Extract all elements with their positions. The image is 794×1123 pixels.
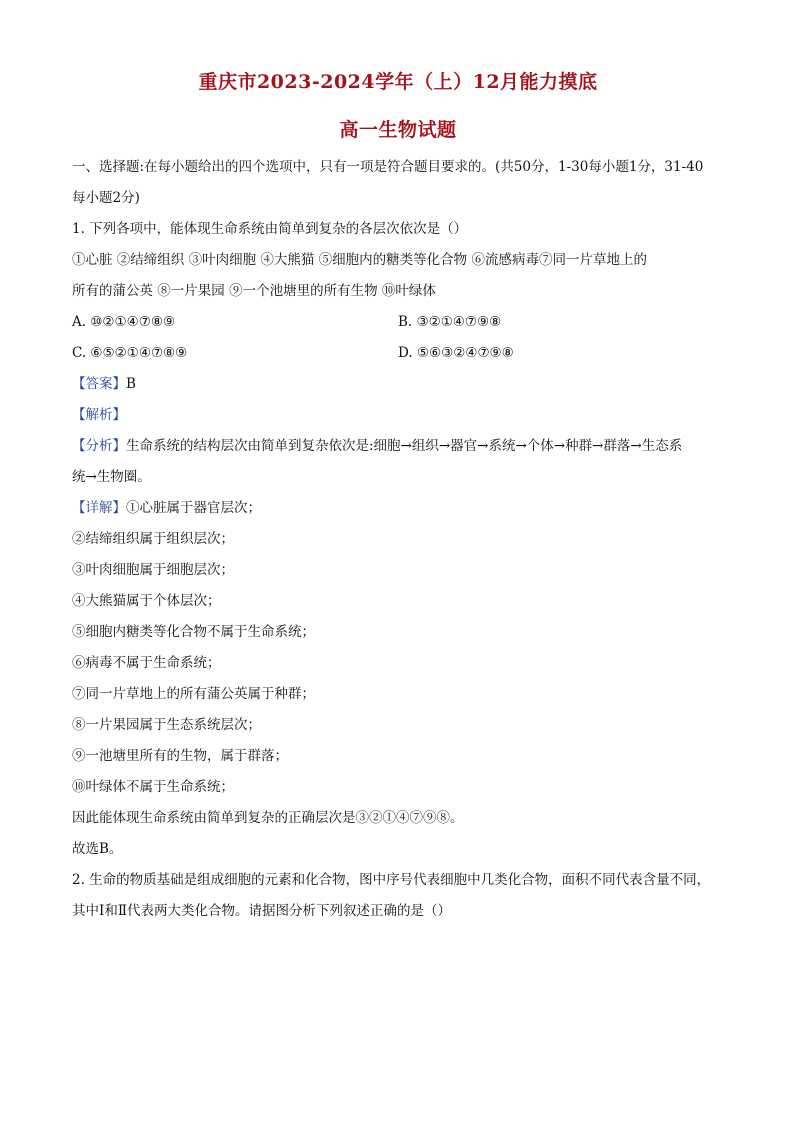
detail-line-7: ⑦同一片草地上的所有蒲公英属于种群； (72, 686, 315, 702)
section-intro-line-2: 每小题2分) (72, 190, 140, 206)
detail-line-10: ⑩叶绿体不属于生命系统； (72, 779, 234, 795)
document-subtitle: 高一生物试题 (339, 119, 457, 141)
question-1-options-row-1 (72, 307, 724, 338)
analysis-line (72, 400, 724, 431)
question-1-options-row-2 (72, 338, 724, 369)
question-1-items-line-1: ①心脏 ②结缔组织 ③叶肉细胞 ④大熊猫 ⑤细胞内的糖类等化合物 ⑥流感病毒⑦同一片草地上的 (72, 252, 647, 268)
fenxi-tag: 【分析】 (72, 438, 126, 454)
fenxi-line-1 (72, 431, 724, 462)
detail-line-2: ②结缔组织属于组织层次； (72, 531, 234, 547)
question-2-stem-line-1: 2. 生命的物质基础是组成细胞的元素和化合物，图中序号代表细胞中几类化合物，面积不同代表含量不同， (72, 872, 711, 888)
question-1-stem: 1. 下列各项中，能体现生命系统由简单到复杂的各层次依次是（） (72, 221, 468, 237)
conclusion-line: 因此能体现生命系统由简单到复杂的正确层次是③②①④⑦⑨⑧。 (72, 810, 464, 826)
detail-line-9: ⑨一池塘里所有的生物，属于群落； (72, 748, 288, 764)
option-d: D. ⑤⑥③②④⑦⑨⑧ (398, 345, 514, 361)
option-a: A. ⑩②①④⑦⑧⑨ (72, 314, 176, 330)
choose-line: 故选B。 (72, 841, 123, 857)
detail-line-8: ⑧一片果园属于生态系统层次； (72, 717, 261, 733)
section-intro-line-1: 一、选择题:在每小题给出的四个选项中，只有一项是符合题目要求的。(共50分，1-30每小题1分，31-40 (72, 159, 704, 175)
document-page (72, 60, 724, 927)
fenxi-text-1: 生命系统的结构层次由简单到复杂依次是:细胞→组织→器官→系统→个体→种群→群落→生态系 (126, 438, 683, 454)
answer-value: B (126, 376, 136, 392)
answer-tag: 【答案】 (72, 376, 126, 392)
fenxi-line-2: 统→生物圈。 (72, 469, 151, 485)
detail-line-1 (72, 493, 724, 524)
detail-text-1: ①心脏属于器官层次； (126, 500, 261, 516)
document-title: 重庆市2023-2024学年（上）12月能力摸底 (198, 71, 598, 93)
option-b: B. ③②①④⑦⑨⑧ (398, 314, 502, 330)
option-c: C. ⑥⑤②①④⑦⑧⑨ (72, 345, 188, 361)
detail-tag: 【详解】 (72, 500, 126, 516)
detail-line-4: ④大熊猫属于个体层次； (72, 593, 221, 609)
document-body (72, 152, 724, 927)
analysis-tag: 【解析】 (72, 407, 126, 423)
answer-line (72, 369, 724, 400)
question-1-items-line-2: 所有的蒲公英 ⑧一片果园 ⑨一个池塘里的所有生物 ⑩叶绿体 (72, 283, 436, 299)
detail-line-6: ⑥病毒不属于生命系统； (72, 655, 221, 671)
question-2-stem-line-2: 其中Ⅰ和Ⅱ代表两大类化合物。请据图分析下列叙述正确的是（） (72, 903, 452, 919)
detail-line-3: ③叶肉细胞属于细胞层次； (72, 562, 234, 578)
detail-line-5: ⑤细胞内糖类等化合物不属于生命系统； (72, 624, 315, 640)
